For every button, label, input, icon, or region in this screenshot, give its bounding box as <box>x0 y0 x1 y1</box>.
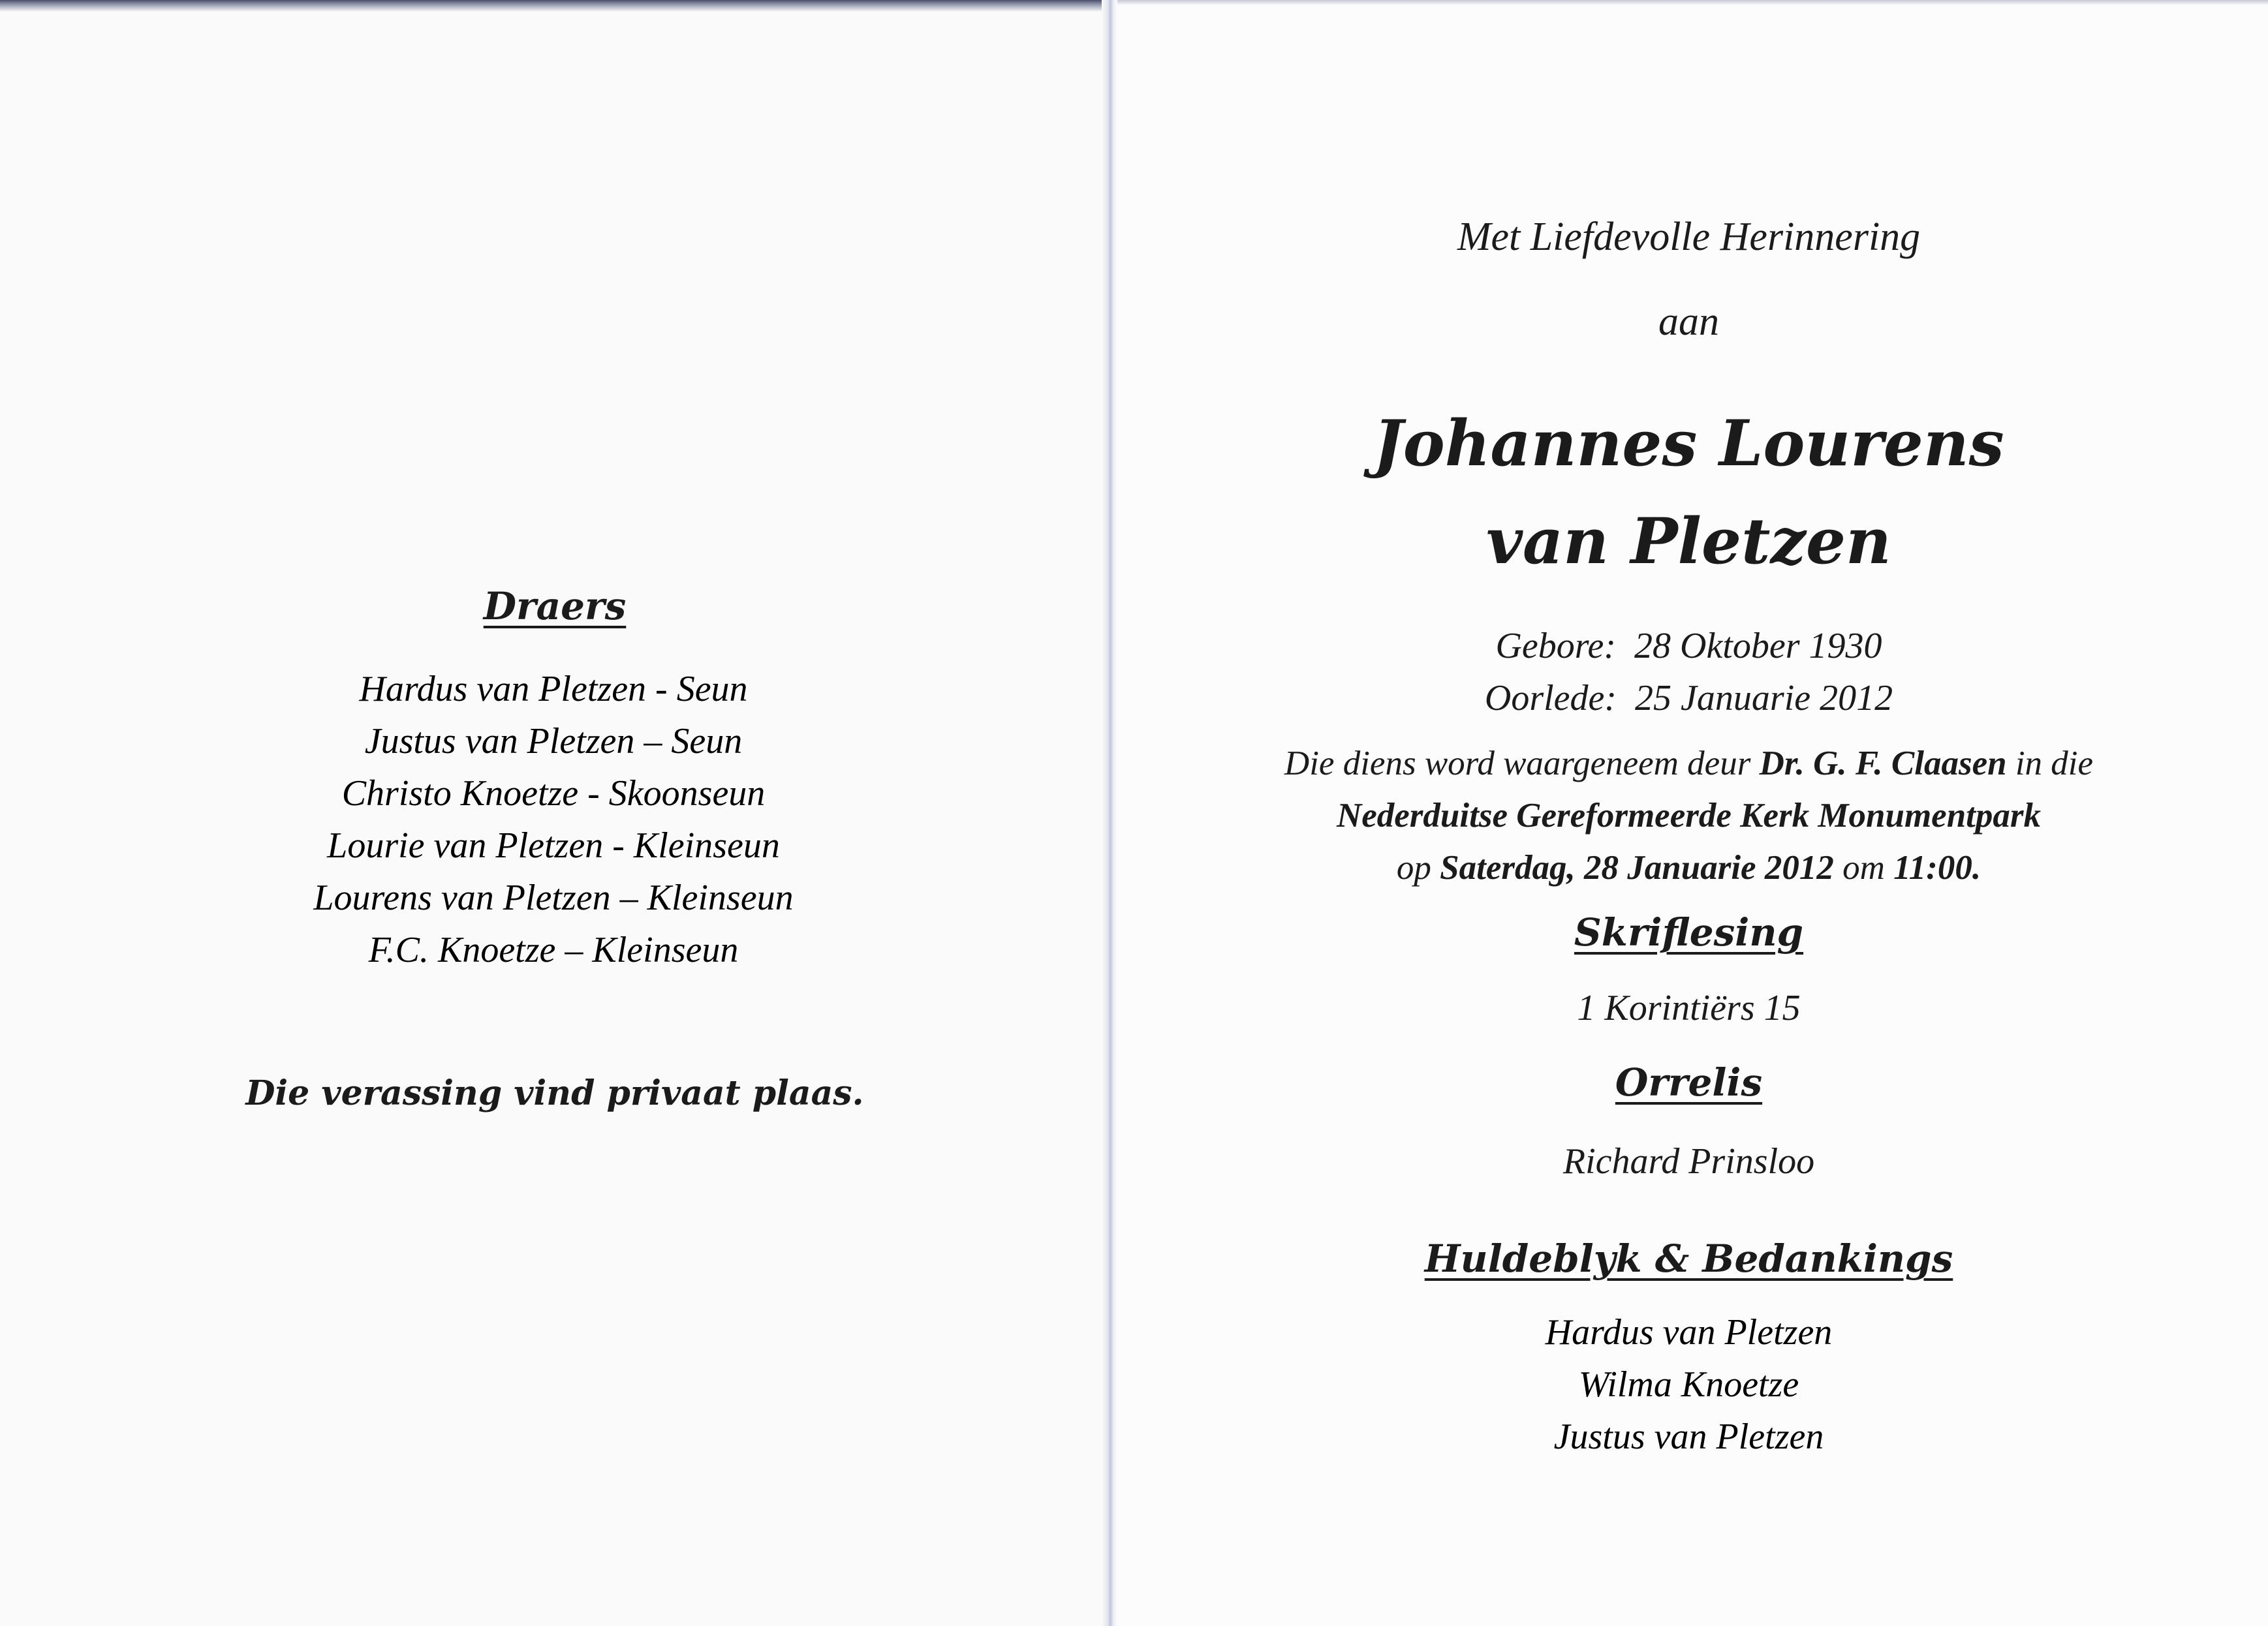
minister-name: Dr. G. F. Claasen <box>1759 744 2007 782</box>
died-date: 25 Januarie 2012 <box>1635 678 1893 718</box>
scan-edge <box>0 0 1110 12</box>
list-item: Hardus van Pletzen <box>1545 1312 1833 1353</box>
organist-name: Richard Prinsloo <box>1562 1141 1815 1182</box>
service-date: Saterdag, 28 Januarie 2012 <box>1440 849 1834 887</box>
list-item: Hardus van Pletzen - Seun <box>359 669 748 709</box>
intro-line: Met Liefdevolle Herinnering <box>1457 215 1921 259</box>
service-in: in die <box>2015 744 2094 782</box>
born-label: Gebore: <box>1495 626 1616 666</box>
deceased-name-line1: Johannes Lourens <box>1373 406 2004 480</box>
service-on: op <box>1396 849 1431 887</box>
list-item: Lourie van Pletzen - Kleinseun <box>327 825 780 866</box>
list-item: Wilma Knoetze <box>1578 1364 1799 1405</box>
died-line <box>1110 672 2268 724</box>
right-page <box>1110 0 2268 1626</box>
scripture-reading: 1 Korintiërs 15 <box>1577 988 1801 1028</box>
church-name: Nederduitse Gereformeerde Kerk Monumentpark <box>1336 797 2042 835</box>
pallbearers-heading: Draers <box>483 584 627 628</box>
deceased-name-line2: van Pletzen <box>1486 504 1891 578</box>
list-item: Lourens van Pletzen – Kleinseun <box>313 878 794 918</box>
scan-edge <box>1110 0 2268 5</box>
page-fold <box>1102 0 1117 1626</box>
left-page <box>0 0 1110 1626</box>
born-date: 28 Oktober 1930 <box>1634 626 1882 666</box>
service-time: 11:00. <box>1893 849 1981 887</box>
service-line3 <box>1110 842 2268 894</box>
list-item: Christo Knoetze - Skoonseun <box>341 773 766 814</box>
service-at: om <box>1842 849 1885 887</box>
tributes-list <box>1110 1306 2268 1463</box>
died-label: Oorlede: <box>1484 678 1617 718</box>
pallbearers-list <box>0 663 1108 976</box>
cremation-note: Die verassing vind privaat plaas. <box>245 1073 864 1113</box>
born-line <box>1110 620 2268 672</box>
reading-heading: Skriflesing <box>1574 910 1804 955</box>
list-item: Justus van Pletzen <box>1553 1417 1824 1457</box>
tributes-heading: Huldeblyk & Bedankings <box>1424 1236 1953 1281</box>
organ-heading: Orrelis <box>1615 1060 1763 1105</box>
service-prefix: Die diens word waargeneem deur <box>1284 744 1751 782</box>
service-line1 <box>1110 737 2268 790</box>
list-item: Justus van Pletzen – Seun <box>364 721 743 761</box>
list-item: F.C. Knoetze – Kleinseun <box>368 930 739 970</box>
intro-to: aan <box>1658 299 1719 344</box>
